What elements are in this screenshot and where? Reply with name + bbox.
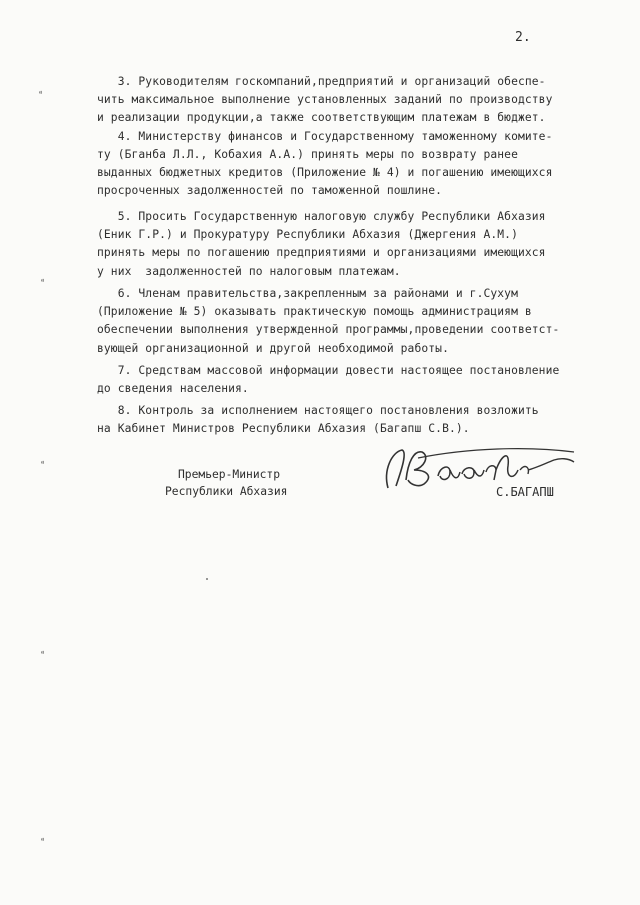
body-line: 6. Членам правительства,закрепленным за районами и г.Сухум (97, 287, 518, 300)
signatory-title-line1: Премьер-Министр (178, 468, 281, 481)
body-line: 8. Контроль за исполнением настоящего постановления возложить (97, 404, 539, 417)
binding-hole-mark: ⁌ (40, 276, 45, 287)
body-line: ту (Бганба Л.Л., Кобахия А.А.) принять меры по возврату ранее (97, 148, 518, 161)
binding-hole-mark: ⁌ (40, 648, 45, 659)
signatory-name: С.БАГАПШ (496, 485, 554, 499)
body-line: просроченных задолженностей по таможенной пошлине. (97, 184, 443, 197)
binding-hole-mark: ⁌ (38, 88, 43, 99)
body-line: выданных бюджетных кредитов (Приложение № 4) и погашению имеющихся (97, 166, 553, 179)
body-line: 7. Средствам массовой информации довести настоящее постановление (97, 364, 560, 377)
body-line: у них задолженностей по налоговым платежам. (97, 265, 401, 278)
body-line: (Еник Г.Р.) и Прокуратуру Республики Абхазия (Джергения А.М.) (97, 228, 518, 241)
body-line: 3. Руководителям госкомпаний,предприятий и организаций обеспе- (97, 75, 546, 88)
body-line: до сведения населения. (97, 382, 249, 395)
body-line: обеспечении выполнения утвержденной программы,проведении соответст- (97, 323, 560, 336)
binding-hole-mark: ⁌ (40, 835, 45, 846)
speck (206, 578, 208, 580)
body-line: чить максимальное выполнение установленных заданий по производству (97, 93, 553, 106)
body-line: и реализации продукции,а также соответствующим платежам в бюджет. (97, 111, 546, 124)
body-line: (Приложение № 5) оказывать практическую помощь администрациям в (97, 305, 532, 318)
binding-hole-mark: ⁌ (40, 458, 45, 469)
page-number: 2. (515, 30, 531, 45)
body-line: принять меры по погашению предприятиями и организациями имеющихся (97, 246, 546, 259)
body-line: на Кабинет Министров Республики Абхазия (Багапш С.В.). (97, 422, 470, 435)
signatory-title-line2: Республики Абхазия (165, 485, 288, 498)
body-line: 4. Министерству финансов и Государственному таможенному комите- (97, 130, 553, 143)
body-line: 5. Просить Государственную налоговую службу Республики Абхазия (97, 210, 546, 223)
body-line: вующей организационной и другой необходимой работы. (97, 342, 449, 355)
